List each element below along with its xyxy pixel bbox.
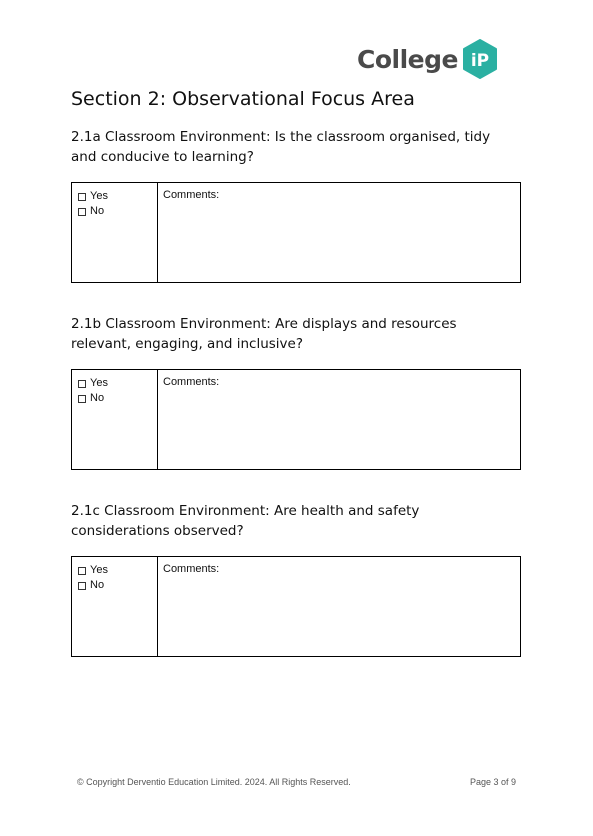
question-2-1a [71,127,511,167]
no-option[interactable] [78,578,157,593]
no-checkbox[interactable] [78,582,86,590]
yes-checkbox[interactable] [78,567,86,575]
question-label: 2.1b Classroom Environment: [71,316,271,332]
section-title: Section 2: Observational Focus Area [71,88,415,110]
footer-copyright: © Copyright Derventio Education Limited. 2024. All Rights Reserved. [77,777,351,787]
comments-label: Comments: [163,563,220,575]
question-label: 2.1a Classroom Environment: [71,129,271,145]
choices-column [72,557,158,656]
college-ip-logo [357,38,498,80]
footer-page-number: Page 3 of 9 [470,777,517,787]
question-text: Are health and safety considerations observed? [71,503,420,539]
comments-field[interactable] [158,183,520,282]
no-label: No [90,392,105,404]
yes-label: Yes [90,564,108,576]
no-checkbox[interactable] [78,395,86,403]
answer-box-2-1c [71,556,521,657]
yes-label: Yes [90,377,108,389]
comments-field[interactable] [158,370,520,469]
no-label: No [90,205,105,217]
no-option[interactable] [78,204,157,219]
answer-box-2-1a [71,182,521,283]
question-label: 2.1c Classroom Environment: [71,503,270,519]
comments-field[interactable] [158,557,520,656]
yes-option[interactable] [78,563,157,578]
question-2-1b [71,314,511,354]
logo-badge-text: iP [470,51,490,71]
comments-label: Comments: [163,376,220,388]
question-text: Are displays and resources relevant, engaging, and inclusive? [71,316,457,352]
no-option[interactable] [78,391,157,406]
logo-badge-icon [462,39,498,79]
yes-option[interactable] [78,189,157,204]
question-2-1c [71,501,511,541]
no-label: No [90,579,105,591]
choices-column [72,370,158,469]
yes-checkbox[interactable] [78,380,86,388]
question-text: Is the classroom organised, tidy and conducive to learning? [71,129,491,165]
yes-label: Yes [90,190,108,202]
yes-option[interactable] [78,376,157,391]
yes-checkbox[interactable] [78,193,86,201]
choices-column [72,183,158,282]
no-checkbox[interactable] [78,208,86,216]
answer-box-2-1b [71,369,521,470]
comments-label: Comments: [163,189,220,201]
logo-text: College [357,44,458,74]
